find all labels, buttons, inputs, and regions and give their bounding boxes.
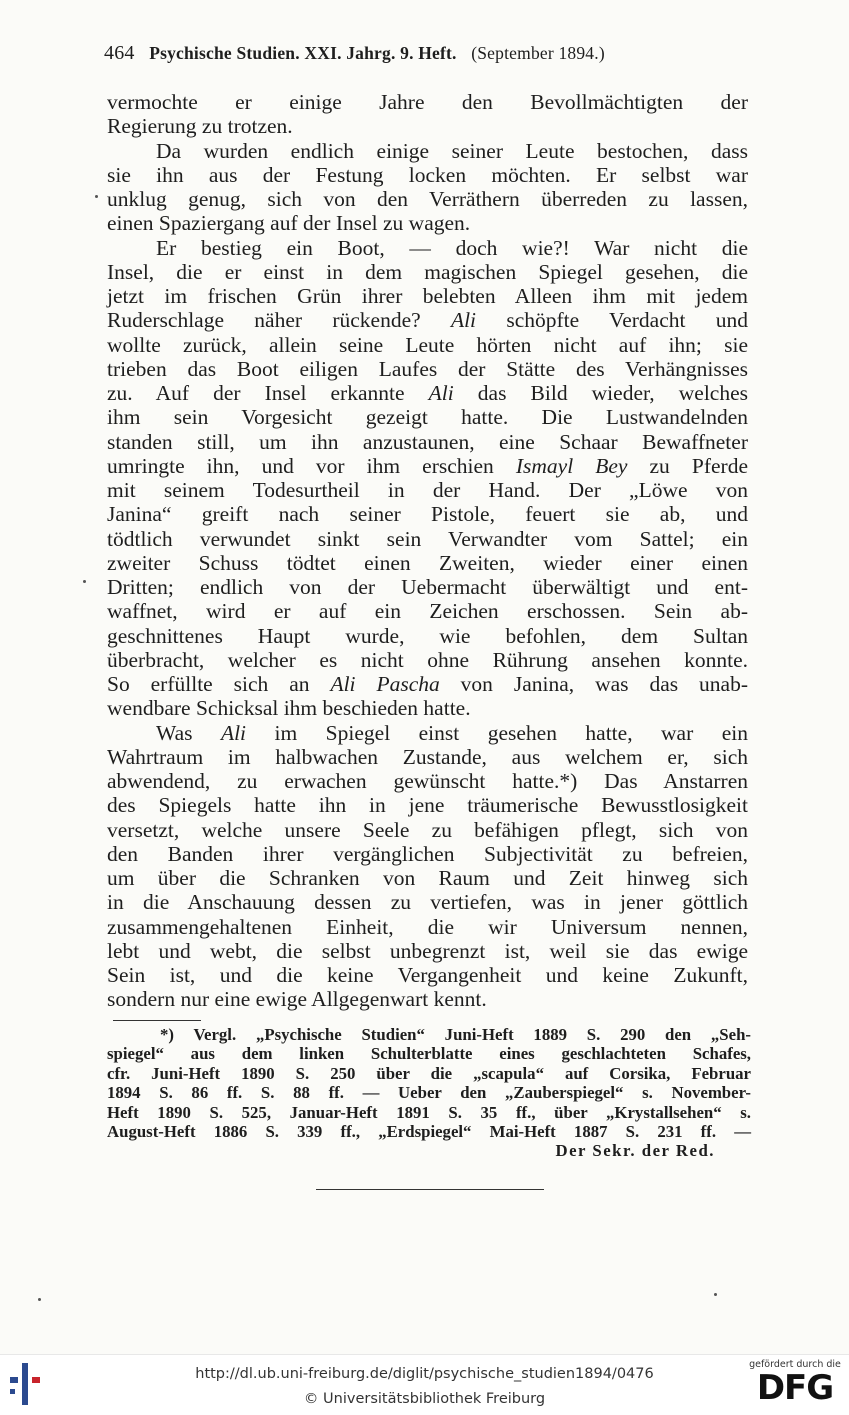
- body-line: zusammengehaltenen Einheit, die wir Universum nennen,: [107, 914, 748, 939]
- footnote-line: August-Heft 1886 S. 339 ff., „Erdspiegel“ Mai-Heft 1887 S. 231 ff. —: [107, 1121, 751, 1141]
- body-line: Er bestieg ein Boot, — doch wie?! War nicht die: [156, 235, 748, 260]
- body-line: Was Ali im Spiegel einst gesehen hatte, war ein: [156, 720, 748, 745]
- footnote-line: Heft 1890 S. 525, Januar-Heft 1891 S. 35 ff., über „Krystallsehen“ s.: [107, 1102, 751, 1122]
- page-number: 464: [104, 42, 135, 64]
- body-line: umringte ihn, und vor ihm erschien Ismayl Bey zu Pferde: [107, 453, 748, 478]
- body-line: überbracht, welcher es nicht ohne Rührung ansehen konnte.: [107, 647, 748, 672]
- body-line: zu. Auf der Insel erkannte Ali das Bild wieder, welches: [107, 381, 748, 405]
- scan-speck: [95, 195, 98, 198]
- body-line: Ruderschlage näher rückende? Ali schöpfte Verdacht und: [107, 308, 749, 333]
- running-title: Psychische Studien. XXI. Jahrg. 9. Heft.: [149, 43, 457, 63]
- body-text: [107, 90, 748, 1012]
- body-line: den Banden ihrer vergänglichen Subjectivität zu befreien,: [107, 841, 748, 866]
- end-rule: [316, 1189, 544, 1190]
- body-line: um über die Schranken von Raum und Zeit hinweg sich: [107, 866, 748, 890]
- body-line: mit seinem Todesurtheil in der Hand. Der „Löwe von: [107, 478, 748, 502]
- body-line: Regierung zu trotzen.: [107, 114, 293, 139]
- body-line: versetzt, welche unsere Seele zu befähigen pflegt, sich von: [107, 817, 748, 842]
- copyright-notice: © Universitätsbibliothek Freiburg: [303, 1391, 546, 1407]
- running-header: [104, 42, 744, 65]
- body-line: ihm sein Vorgesicht gezeigt hatte. Die Lustwandelnden: [107, 405, 748, 430]
- scan-speck: [83, 580, 86, 583]
- body-line: Insel, die er einst in dem magischen Spiegel gesehen, die: [107, 259, 748, 284]
- body-line: lebt und webt, die selbst unbegrenzt ist, weil sie das ewige: [107, 938, 748, 963]
- scan-speck: [714, 1293, 717, 1296]
- footnote: [107, 1025, 751, 1161]
- footnote-line: cfr. Juni-Heft 1890 S. 250 über die „scapula“ auf Corsika, Februar: [107, 1063, 751, 1083]
- body-line: unklug genug, sich von den Verräthern überreden zu lassen,: [107, 187, 748, 211]
- footnote-line: spiegel“ aus dem linken Schulterblatte eines geschlachteten Schafes,: [107, 1044, 751, 1064]
- body-line: zweiter Schuss tödtet einen Zweiten, wieder einer einen: [107, 550, 748, 575]
- body-line: Janina“ greift nach seiner Pistole, feuert sie ab, und: [107, 502, 748, 527]
- body-line: einen Spaziergang auf der Insel zu wagen.: [107, 211, 471, 236]
- body-line: trieben das Boot eiligen Laufes der Stätte des Verhängnisses: [107, 356, 748, 381]
- body-line: des Spiegels hatte ihn in jene träumerische Bewusstlosigkeit: [107, 793, 748, 818]
- body-line: standen still, um ihn anzustaunen, eine Schaar Bewaffneter: [107, 429, 748, 454]
- body-line: Dritten; endlich von der Uebermacht überwältigt und ent-: [107, 575, 748, 599]
- body-line: Sein ist, und die keine Vergangenheit und keine Zukunft,: [107, 963, 748, 987]
- body-line: tödtlich verwundet sinkt sein Verwandter vom Sattel; ein: [107, 526, 748, 551]
- body-line: Da wurden endlich einige seiner Leute bestochen, dass: [156, 138, 748, 163]
- body-line: vermochte er einige Jahre den Bevollmächtigten der: [107, 90, 748, 114]
- footer-bar: [0, 1354, 849, 1415]
- issue-date: (September 1894.): [471, 43, 605, 63]
- scan-speck: [38, 1298, 41, 1301]
- source-url[interactable]: http://dl.ub.uni-freiburg.de/diglit/psychische_studien1894/0476: [195, 1366, 654, 1382]
- dfg-logo: [749, 1359, 841, 1411]
- body-line: So erfüllte sich an Ali Pascha von Janina, was das unab-: [107, 672, 748, 696]
- dfg-funding-note: gefördert durch die: [749, 1359, 841, 1370]
- footnote-line: 1894 S. 86 ff. S. 88 ff. — Ueber den „Zauberspiegel“ s. November-: [107, 1083, 751, 1103]
- body-line: wollte zurück, allein seine Leute hörten nicht auf ihn; sie: [107, 332, 748, 357]
- body-line: jetzt im frischen Grün ihrer belebten Alleen ihm mit jedem: [107, 284, 748, 308]
- body-line: abwendend, zu erwachen gewünscht hatte.*) Das Anstarren: [107, 769, 748, 793]
- body-line: wendbare Schicksal ihm beschieden hatte.: [107, 696, 471, 721]
- body-line: in die Anschauung dessen zu vertiefen, was in jener göttlich: [107, 890, 748, 915]
- body-line: geschnittenes Haupt wurde, wie befohlen, dem Sultan: [107, 623, 748, 648]
- footnote-signature: Der Sekr. der Red.: [555, 1141, 715, 1161]
- body-line: sie ihn aus der Festung locken möchten. Er selbst war: [107, 162, 748, 187]
- footnote-line: *) Vergl. „Psychische Studien“ Juni-Heft 1889 S. 290 den „Seh-: [160, 1025, 751, 1044]
- body-line: waffnet, wird er auf ein Zeichen erschossen. Sein ab-: [107, 599, 748, 624]
- body-line: Wahrtraum im halbwachen Zustande, aus welchem er, sich: [107, 744, 748, 769]
- body-line: sondern nur eine ewige Allgegenwart kennt.: [107, 987, 487, 1012]
- footnote-separator: [113, 1020, 201, 1021]
- dfg-wordmark: DFG: [756, 1368, 834, 1408]
